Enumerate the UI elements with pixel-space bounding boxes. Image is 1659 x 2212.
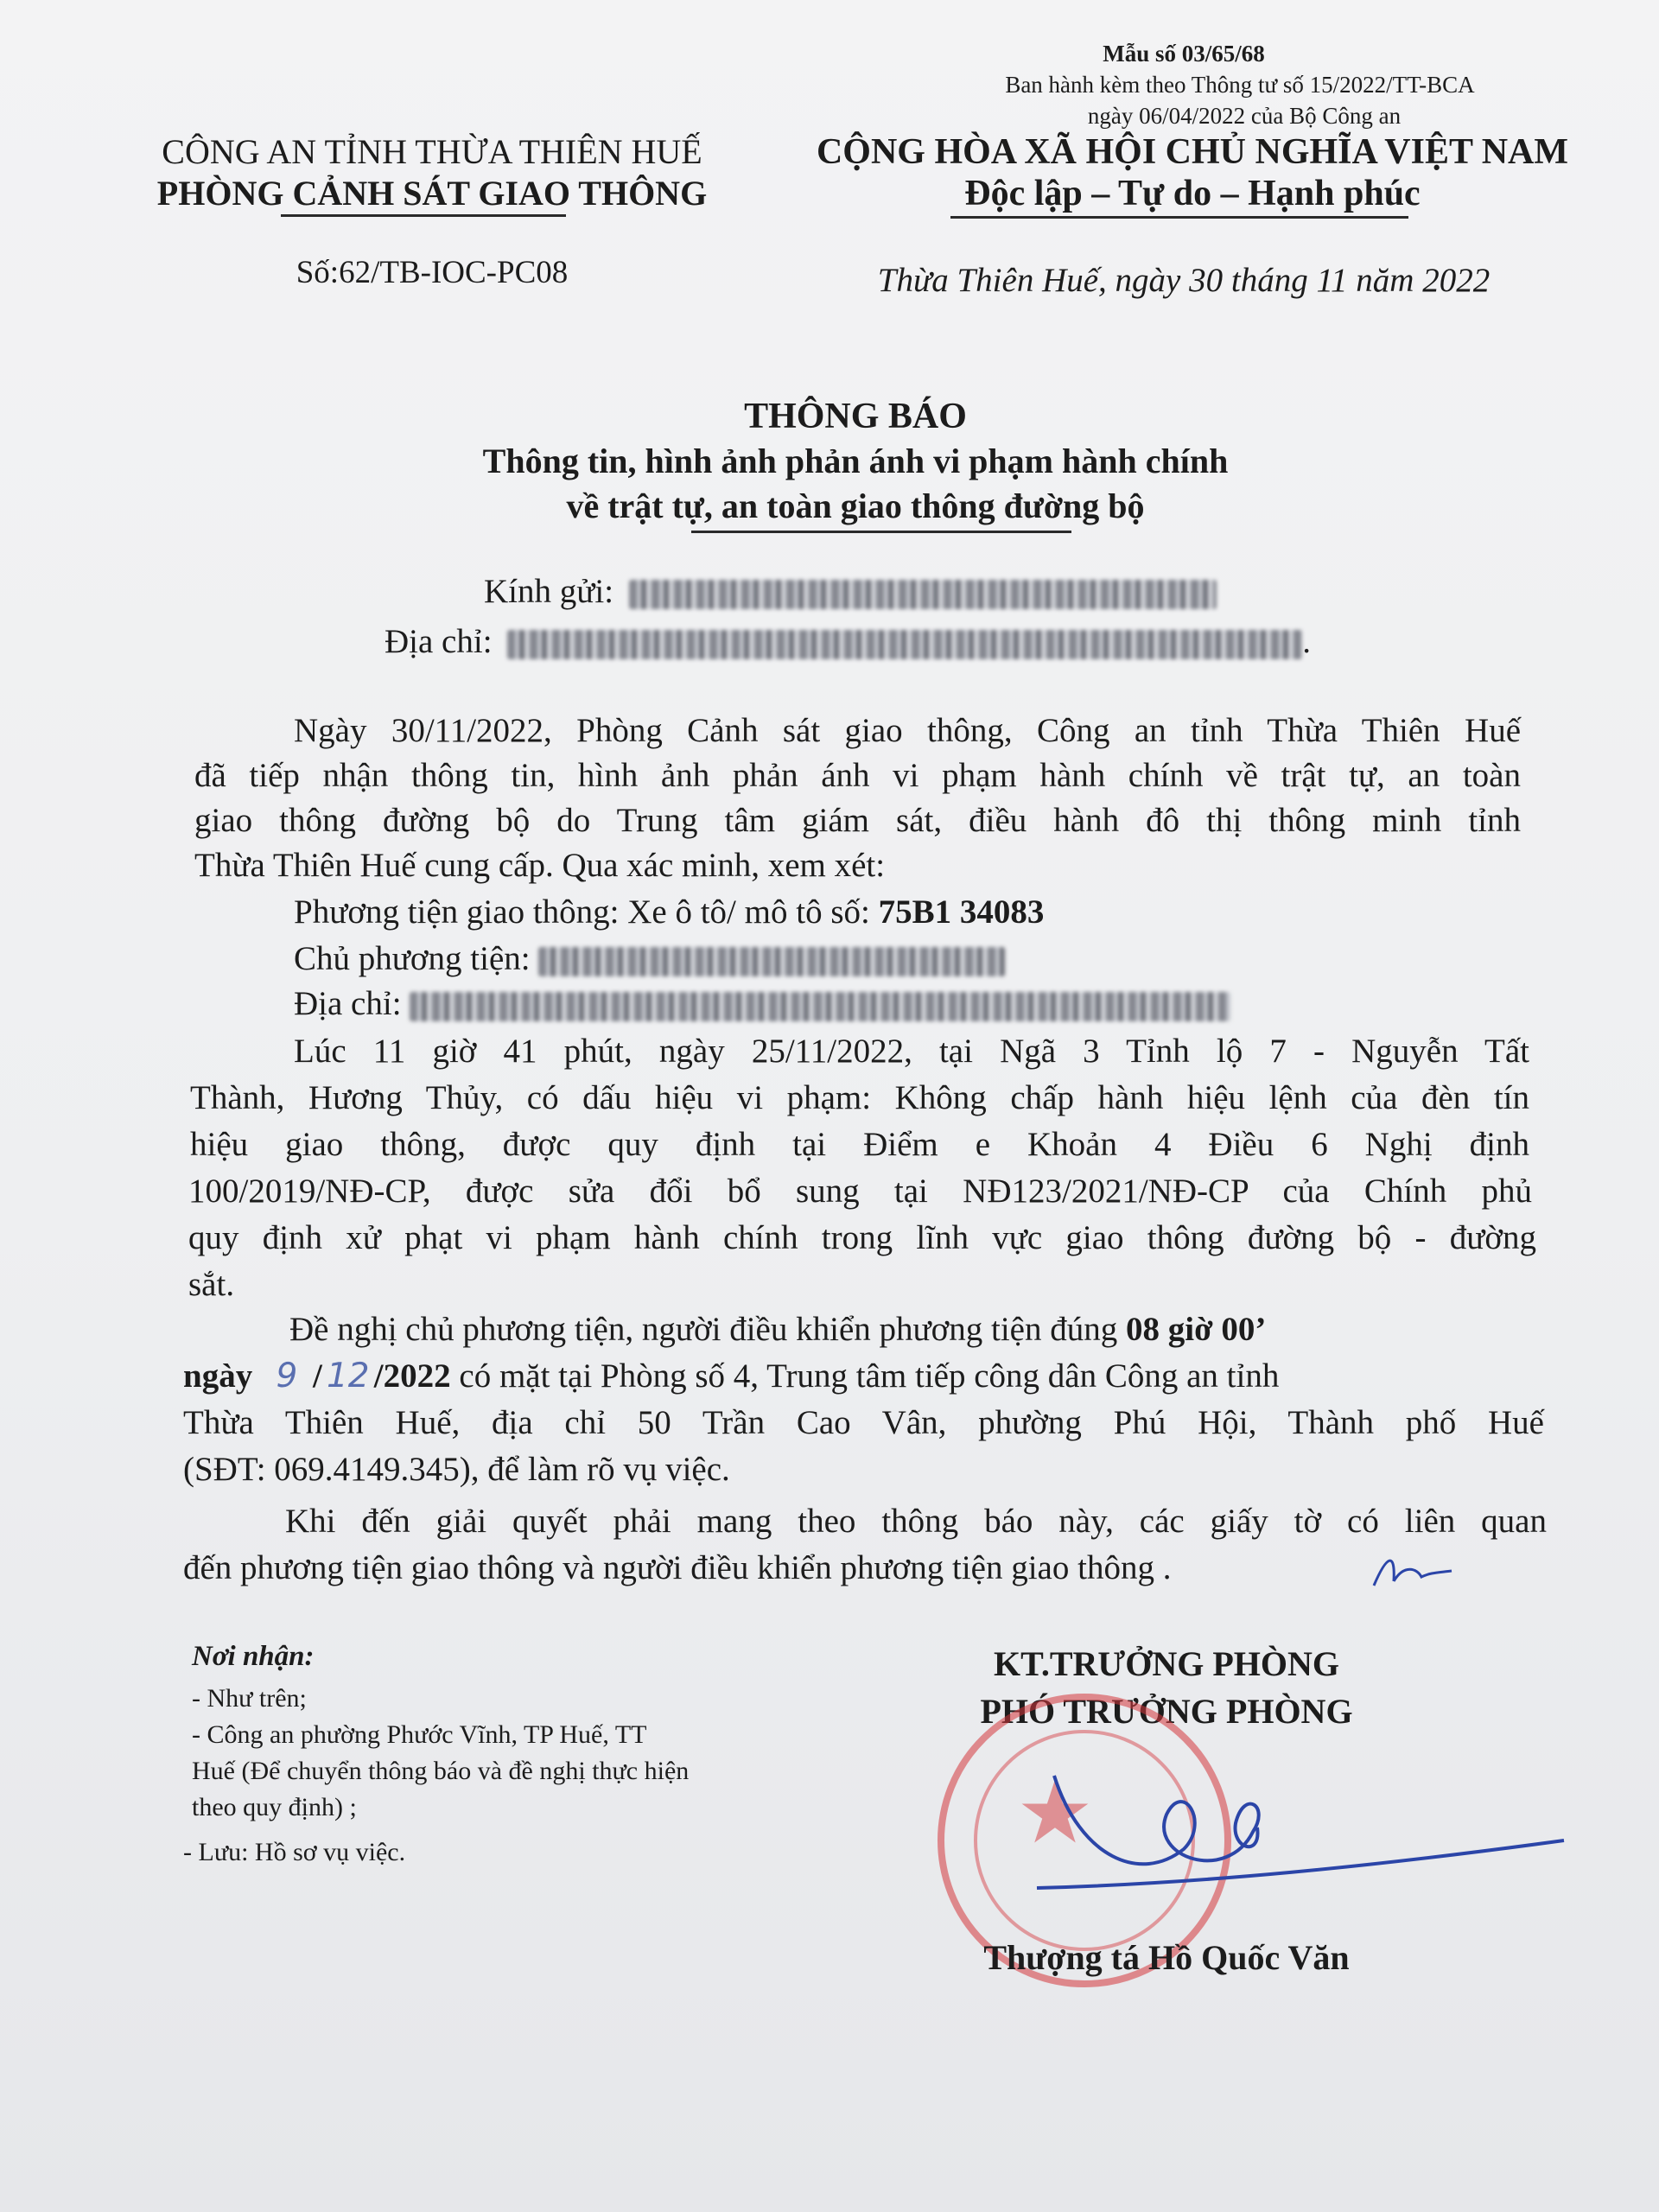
- p1-line-4: Thừa Thiên Huế cung cấp. Qua xác minh, xem xét:: [194, 847, 886, 884]
- owner-label: Chủ phương tiện:: [294, 940, 531, 977]
- nation-motto: Độc lập – Tự do – Hạnh phúc: [964, 174, 1421, 213]
- owner-name-redacted: [538, 947, 1005, 976]
- initials-mark: [1370, 1547, 1456, 1599]
- form-issued-date: ngày 06/04/2022 của Bộ Công an: [1087, 103, 1402, 129]
- vehicle-label: Phương tiện giao thông: Xe ô tô/ mô tô số:: [294, 893, 879, 931]
- recipients-item-4: theo quy định) ;: [192, 1793, 357, 1821]
- owner-line: [294, 937, 1005, 982]
- appointment-time: 08 giờ 00’: [1126, 1311, 1267, 1348]
- p2-line-5: quy định xử phạt vi phạm hành chính trong lĩnh vực giao thông đường bộ - đường: [188, 1219, 1536, 1256]
- p3-line-2: ngày 9 / 12 /2022 có mặt tại Phòng số 4, Trung tâm tiếp công dân Công an tỉnh: [183, 1353, 1279, 1400]
- recipient-address-line: Địa chỉ: .: [385, 623, 1312, 660]
- document-number: Số:62/TB-IOC-PC08: [296, 255, 569, 290]
- recipient-address-label: Địa chỉ:: [385, 623, 493, 660]
- owner-address-line: [294, 982, 1230, 1027]
- p2-line-3: hiệu giao thông, được quy định tại Điểm e Khoản 4 Điều 6 Nghị định: [190, 1126, 1529, 1163]
- appointment-month-handwritten: 12: [326, 1357, 370, 1395]
- notice-subtitle-1: Thông tin, hình ảnh phản ánh vi phạm hành chính: [482, 442, 1229, 480]
- p3-line-3: Thừa Thiên Huế, địa chỉ 50 Trần Cao Vân, phường Phú Hội, Thành phố Huế: [183, 1404, 1544, 1441]
- agency-underline: [281, 214, 566, 217]
- recipients-label: Nơi nhận:: [192, 1641, 315, 1672]
- p2-line-1: Lúc 11 giờ 41 phút, ngày 25/11/2022, tại Ngã 3 Tỉnh lộ 7 - Nguyễn Tất: [294, 1033, 1529, 1070]
- stamp-star-icon: ★: [1016, 1762, 1094, 1863]
- notice-subtitle-2: về trật tự, an toàn giao thông đường bộ: [566, 486, 1145, 525]
- p1-line-2: đã tiếp nhận thông tin, hình ảnh phản ánh vi phạm hành chính về trật tự, an toàn: [194, 757, 1521, 794]
- appointment-day-handwritten: 9: [276, 1357, 298, 1395]
- signer-name: Thượng tá Hồ Quốc Văn: [983, 1938, 1350, 1977]
- owner-address-redacted: [410, 992, 1230, 1021]
- motto-underline: [950, 216, 1408, 219]
- form-issued-by: Ban hành kèm theo Thông tư số 15/2022/TT-BCA: [1005, 72, 1475, 98]
- agency-department: PHÒNG CẢNH SÁT GIAO THÔNG: [156, 174, 708, 213]
- title-underline: [691, 531, 1071, 533]
- agency-parent: CÔNG AN TỈNH THỪA THIÊN HUẾ: [162, 132, 702, 171]
- p1-line-1: Ngày 30/11/2022, Phòng Cảnh sát giao thông, Công an tỉnh Thừa Thiên Huế: [294, 712, 1521, 749]
- p2-line-2: Thành, Hương Thủy, có dấu hiệu vi phạm: Không chấp hành hiệu lệnh của đèn tín: [190, 1079, 1529, 1116]
- recipients-item-3: Huế (Để chuyển thông báo và đề nghị thực hiện: [192, 1757, 690, 1785]
- form-code: Mẫu số 03/65/68: [1103, 41, 1265, 67]
- signer-role-1: KT.TRƯỞNG PHÒNG: [994, 1644, 1339, 1683]
- appointment-year: /2022: [373, 1357, 451, 1395]
- recipient-to-label: Kính gửi:: [484, 573, 614, 610]
- recipient-name-redacted: [629, 580, 1217, 609]
- recipient-line: [484, 570, 1217, 613]
- recipients-item-2: - Công an phường Phước Vĩnh, TP Huế, TT: [192, 1720, 647, 1749]
- vehicle-plate: 75B1 34083: [878, 893, 1045, 931]
- p1-line-3: giao thông đường bộ do Trung tâm giám sát, điều hành đô thị thông minh tỉnh: [194, 802, 1521, 839]
- place-date: Thừa Thiên Huế, ngày 30 tháng 11 năm 2022: [877, 262, 1491, 299]
- p3-line-1: Đề nghị chủ phương tiện, người điều khiển phương tiện đúng 08 giờ 00’: [289, 1311, 1267, 1348]
- nation-name: CỘNG HÒA XÃ HỘI CHỦ NGHĨA VIỆT NAM: [816, 132, 1569, 172]
- handwritten-signature: [1028, 1754, 1581, 1892]
- recipients-item-1: - Như trên;: [192, 1684, 307, 1713]
- vehicle-line: [294, 890, 1044, 935]
- recipient-address-redacted: [507, 630, 1302, 659]
- recipients-item-5: - Lưu: Hồ sơ vụ việc.: [183, 1838, 406, 1866]
- p2-line-6: sắt.: [188, 1266, 235, 1303]
- p4-line-2: đến phương tiện giao thông và người điều khiển phương tiện giao thông .: [183, 1549, 1172, 1586]
- p3-line-4: (SĐT: 069.4149.345), để làm rõ vụ việc.: [183, 1451, 730, 1488]
- signer-role-2: PHÓ TRƯỞNG PHÒNG: [980, 1692, 1353, 1731]
- owner-address-label: Địa chỉ:: [294, 985, 402, 1022]
- p2-line-4: 100/2019/NĐ-CP, được sửa đổi bổ sung tại NĐ123/2021/NĐ-CP của Chính phủ: [188, 1173, 1532, 1210]
- p4-line-1: Khi đến giải quyết phải mang theo thông báo này, các giấy tờ có liên quan: [285, 1503, 1547, 1540]
- notice-title: THÔNG BÁO: [744, 397, 967, 436]
